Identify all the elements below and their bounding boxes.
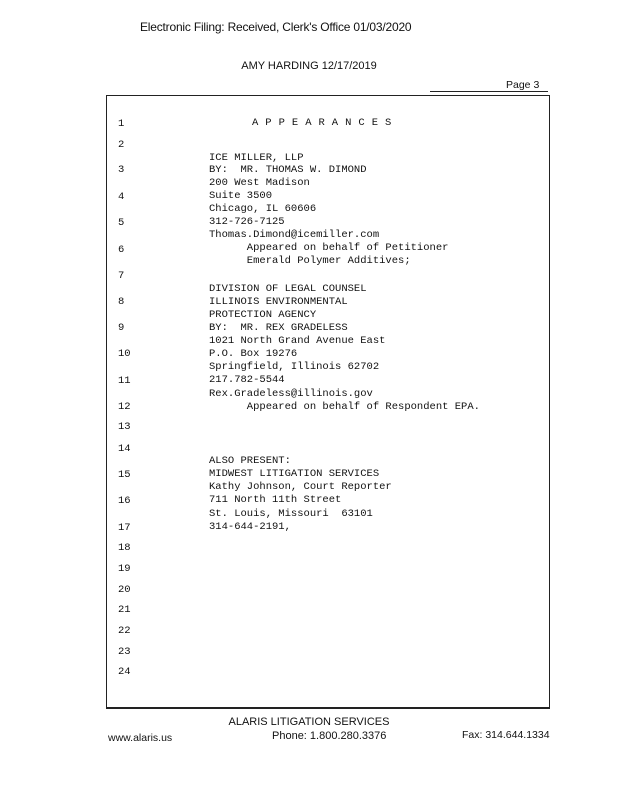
transcript-line: Appeared on behalf of Respondent EPA. (209, 401, 480, 413)
line-number: 10 (118, 348, 131, 360)
transcript-line: St. Louis, Missouri 63101 (209, 508, 373, 520)
transcript-line: Suite 3500 (209, 190, 273, 202)
transcript-line: ICE MILLER, LLP (209, 152, 304, 164)
line-number: 5 (118, 217, 125, 229)
line-number: 1 (118, 118, 125, 130)
transcript-line: Emerald Polymer Additives; (209, 255, 411, 267)
line-number: 3 (118, 164, 125, 176)
footer-company: ALARIS LITIGATION SERVICES (228, 716, 390, 728)
line-number: 23 (118, 646, 131, 658)
footer-phone: Phone: 1.800.280.3376 (272, 730, 387, 742)
line-number: 22 (118, 625, 131, 637)
line-number: 6 (118, 244, 125, 256)
line-number: 19 (118, 563, 131, 575)
transcript-title: APPEARANCES (252, 117, 399, 129)
transcript-line: 312-726-7125 (209, 216, 285, 228)
line-number: 15 (118, 469, 131, 481)
line-number: 20 (118, 584, 131, 596)
line-number: 2 (118, 139, 125, 151)
line-number: 21 (118, 604, 131, 616)
line-number: 12 (118, 401, 131, 413)
line-number: 17 (118, 522, 131, 534)
transcript-line: P.O. Box 19276 (209, 348, 298, 360)
transcript-line: Rex.Gradeless@illinois.gov (209, 388, 373, 400)
transcript-line: Thomas.Dimond@icemiller.com (209, 229, 380, 241)
transcript-line: BY: MR. THOMAS W. DIMOND (209, 164, 367, 176)
transcript-line: BY: MR. REX GRADELESS (209, 322, 348, 334)
transcript-line: Appeared on behalf of Petitioner (209, 242, 449, 254)
line-number: 24 (118, 666, 131, 678)
line-number: 18 (118, 542, 131, 554)
line-number: 7 (118, 270, 125, 282)
footer-fax: Fax: 314.644.1334 (462, 729, 550, 741)
line-number: 14 (118, 443, 131, 455)
transcript-line: ILLINOIS ENVIRONMENTAL (209, 296, 348, 308)
line-number: 13 (118, 421, 131, 433)
line-number: 8 (118, 296, 125, 308)
transcript-line: Kathy Johnson, Court Reporter (209, 481, 392, 493)
line-number: 9 (118, 322, 125, 334)
transcript-line: 1021 North Grand Avenue East (209, 335, 386, 347)
transcript-line: Springfield, Illinois 62702 (209, 361, 380, 373)
transcript-line: ALSO PRESENT: (209, 455, 291, 467)
line-number: 16 (118, 495, 131, 507)
deponent-header: AMY HARDING 12/17/2019 (241, 60, 377, 72)
line-number: 4 (118, 191, 125, 203)
transcript-bottom-rule (106, 707, 550, 709)
line-number: 11 (118, 375, 131, 387)
page-label: Page 3 (506, 79, 540, 91)
transcript-line: DIVISION OF LEGAL COUNSEL (209, 283, 367, 295)
transcript-line: 217.782-5544 (209, 374, 285, 386)
transcript-line: PROTECTION AGENCY (209, 309, 317, 321)
transcript-line: 711 North 11th Street (209, 494, 342, 506)
transcript-line: Chicago, IL 60606 (209, 203, 317, 215)
filing-stamp: Electronic Filing: Received, Clerk's Office 01/03/2020 (140, 20, 412, 34)
footer-website-link[interactable]: www.alaris.us (108, 732, 173, 744)
transcript-line: 314-644-2191, (209, 521, 291, 533)
page-label-rule (430, 91, 548, 92)
transcript-line: MIDWEST LITIGATION SERVICES (209, 468, 380, 480)
transcript-line: 200 West Madison (209, 177, 310, 189)
